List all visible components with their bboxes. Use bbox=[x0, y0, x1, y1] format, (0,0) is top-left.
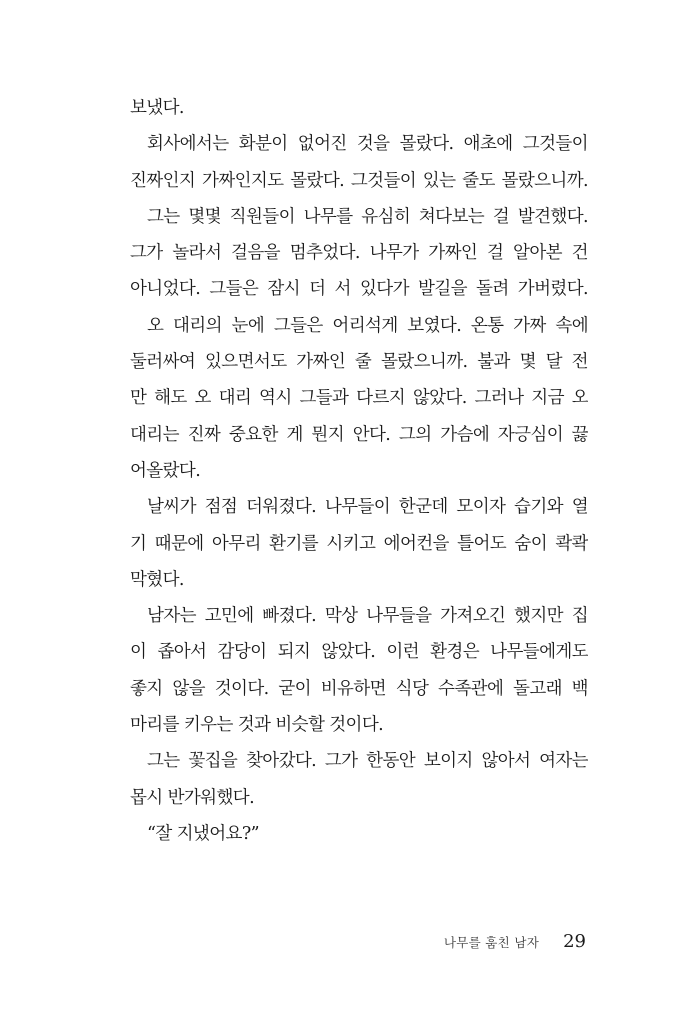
text-line: “잘 지냈어요?” bbox=[147, 823, 259, 844]
text-line: 날씨가 점점 더워졌다. 나무들이 한군데 모이자 습기와 열 bbox=[147, 497, 588, 518]
text-line: 좋지 않을 것이다. 굳이 비유하면 식당 수족관에 돌고래 백 bbox=[130, 678, 588, 699]
text-line: 남자는 고민에 빠졌다. 막상 나무들을 가져오긴 했지만 집 bbox=[147, 606, 588, 627]
text-line: 대리는 진짜 중요한 게 뭔지 안다. 그의 가슴에 자긍심이 끓 bbox=[130, 424, 588, 445]
text-line: 막혔다. bbox=[130, 569, 184, 590]
text-line: 진짜인지 가짜인지도 몰랐다. 그것들이 있는 줄도 몰랐으니까. bbox=[130, 170, 588, 191]
text-line: 기 때문에 아무리 환기를 시키고 에어컨을 틀어도 숨이 콱콱 bbox=[130, 533, 588, 554]
text-line: 만 해도 오 대리 역시 그들과 다르지 않았다. 그러나 지금 오 bbox=[130, 388, 588, 409]
body-text bbox=[130, 90, 588, 852]
text-line: 그는 꽃집을 찾아갔다. 그가 한동안 보이지 않아서 여자는 bbox=[147, 751, 588, 772]
text-line: 둘러싸여 있으면서도 가짜인 줄 몰랐으니까. 불과 몇 달 전 bbox=[130, 352, 588, 373]
text-line: 그가 놀라서 걸음을 멈추었다. 나무가 가짜인 걸 알아본 건 bbox=[130, 243, 588, 264]
page-footer bbox=[444, 930, 586, 954]
running-title: 나무를 훔친 남자 bbox=[443, 935, 540, 950]
text-line: 마리를 키우는 것과 비슷할 것이다. bbox=[130, 715, 384, 736]
text-line: 이 좁아서 감당이 되지 않았다. 이런 환경은 나무들에게도 bbox=[130, 642, 588, 663]
page-number: 29 bbox=[563, 931, 586, 952]
text-line: 어올랐다. bbox=[130, 460, 201, 481]
text-line: 오 대리의 눈에 그들은 어리석게 보였다. 온통 가짜 속에 bbox=[147, 315, 588, 336]
text-line: 보냈다. bbox=[130, 98, 184, 118]
text-line: 몹시 반가워했다. bbox=[130, 787, 255, 808]
text-line: 그는 몇몇 직원들이 나무를 유심히 쳐다보는 걸 발견했다. bbox=[147, 206, 588, 227]
text-line: 아니었다. 그들은 잠시 더 서 있다가 발길을 돌려 가버렸다. bbox=[130, 279, 588, 300]
text-line: 회사에서는 화분이 없어진 것을 몰랐다. 애초에 그것들이 bbox=[147, 134, 588, 155]
